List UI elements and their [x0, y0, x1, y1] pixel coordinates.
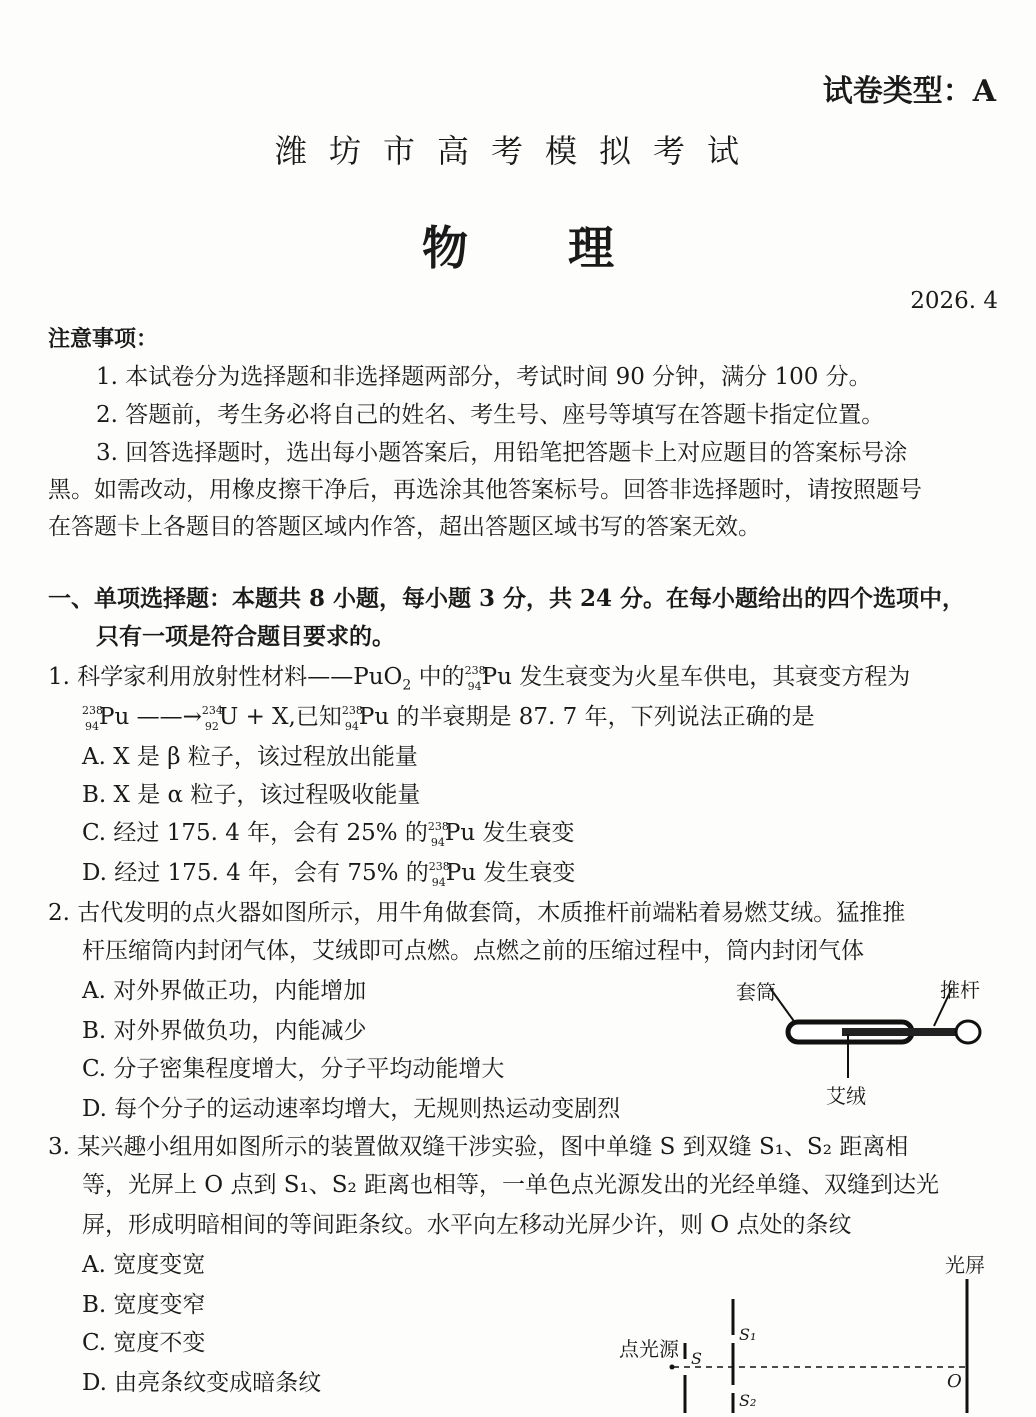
double-slit-figure: [615, 1245, 1015, 1413]
notice-title: 注意事项：: [48, 326, 159, 352]
question-1-line-1: 1. 科学家利用放射性材料——PuO$_2$ 中的$^{238}_{94}$Pu 发生衰变为火星车供电，其衰变方程为: [48, 664, 911, 694]
point-o-label: O: [947, 1371, 962, 1392]
notice-line-1: 1. 本试卷分为选择题和非选择题两部分，考试时间 90 分钟，满分 100 分。: [96, 364, 872, 390]
rod-label: 推杆: [940, 978, 980, 1002]
rod-handle: [956, 1021, 980, 1043]
paper-type: 试卷类型：A: [822, 74, 996, 109]
question-1-line-2: $^{238}_{94}$Pu ——→$^{234}_{92}$U + X,已知$^{238}_{94}$Pu 的半衰期是 87. 7 年，下列说法正确的是: [82, 704, 815, 733]
question-1-option-a: A. X 是 β 粒子，该过程放出能量: [82, 744, 418, 770]
exam-title: 潍坊市高考模拟考试: [274, 132, 761, 170]
point-source: [670, 1365, 675, 1370]
question-3-option-c: C. 宽度不变: [82, 1330, 206, 1356]
question-2-number: 2.: [48, 900, 70, 926]
question-3-number: 3.: [48, 1134, 70, 1160]
question-1-option-d: D. 经过 175. 4 年，会有 75% 的$^{238}_{94}$Pu 发生衰变: [82, 860, 576, 889]
question-1-number: 1.: [48, 664, 70, 690]
question-3-line-2: 等，光屏上 O 点到 S₁、S₂ 距离也相等，一单色点光源发出的光经单缝、双缝到达光: [82, 1172, 940, 1198]
push-rod: [842, 1028, 962, 1036]
notice-line-4: 黑。如需改动，用橡皮擦干净后，再选涂其他答案标号。回答非选择题时，请按照题号: [48, 477, 922, 503]
question-2-line-2: 杆压缩筒内封闭气体，艾绒即可点燃。点燃之前的压缩过程中，筒内封闭气体: [82, 938, 864, 964]
question-1-option-c: C. 经过 175. 4 年，会有 25% 的$^{238}_{94}$Pu 发生衰变: [82, 820, 575, 849]
light-screen-label: 光屏: [945, 1253, 985, 1277]
question-2-option-b: B. 对外界做负功，内能减少: [82, 1018, 367, 1044]
question-1-option-b: B. X 是 α 粒子，该过程吸收能量: [82, 782, 421, 808]
slit-s-label: S: [691, 1349, 702, 1368]
section-1-heading: 一、单项选择题：本题共 8 小题，每小题 3 分，共 24 分。在每小题给出的四个选项中，: [48, 585, 966, 612]
question-2-option-a: A. 对外界做正功，内能增加: [82, 978, 367, 1004]
question-3-line-1: 3. 某兴趣小组用如图所示的装置做双缝干涉实验，图中单缝 S 到双缝 S₁、S₂ 距离相: [48, 1134, 909, 1160]
moxa-label: 艾绒: [826, 1084, 866, 1108]
subject-title: 物理: [422, 221, 714, 275]
question-2-option-c: C. 分子密集程度增大，分子平均动能增大: [82, 1056, 505, 1082]
section-1-heading-cont: 只有一项是符合题目要求的。: [96, 623, 395, 650]
slit-s2-label: S₂: [739, 1391, 757, 1410]
sleeve-label: 套筒: [736, 980, 776, 1004]
fire-piston-figure: [730, 970, 1000, 1110]
notice-line-5: 在答题卡上各题目的答题区域内作答，超出答题区域书写的答案无效。: [48, 514, 761, 540]
question-2-line-1: 2. 古代发明的点火器如图所示，用牛角做套筒，木质推杆前端粘着易燃艾绒。猛推推: [48, 900, 906, 926]
question-2-option-d: D. 每个分子的运动速率均增大，无规则热运动变剧烈: [82, 1096, 621, 1122]
question-3-option-b: B. 宽度变窄: [82, 1292, 206, 1318]
exam-date: 2026. 4: [910, 288, 998, 314]
question-3-option-a: A. 宽度变宽: [82, 1252, 206, 1278]
slit-s1-label: S₁: [739, 1325, 757, 1344]
question-3-line-3: 屏，形成明暗相间的等间距条纹。水平向左移动光屏少许，则 O 点处的条纹: [82, 1212, 852, 1238]
notice-line-2: 2. 答题前，考生务必将自己的姓名、考生号、座号等填写在答题卡指定位置。: [96, 402, 885, 428]
question-3-option-d: D. 由亮条纹变成暗条纹: [82, 1370, 322, 1396]
point-source-label: 点光源: [619, 1337, 679, 1361]
notice-line-3: 3. 回答选择题时，选出每小题答案后，用铅笔把答题卡上对应题目的答案标号涂: [96, 440, 908, 466]
